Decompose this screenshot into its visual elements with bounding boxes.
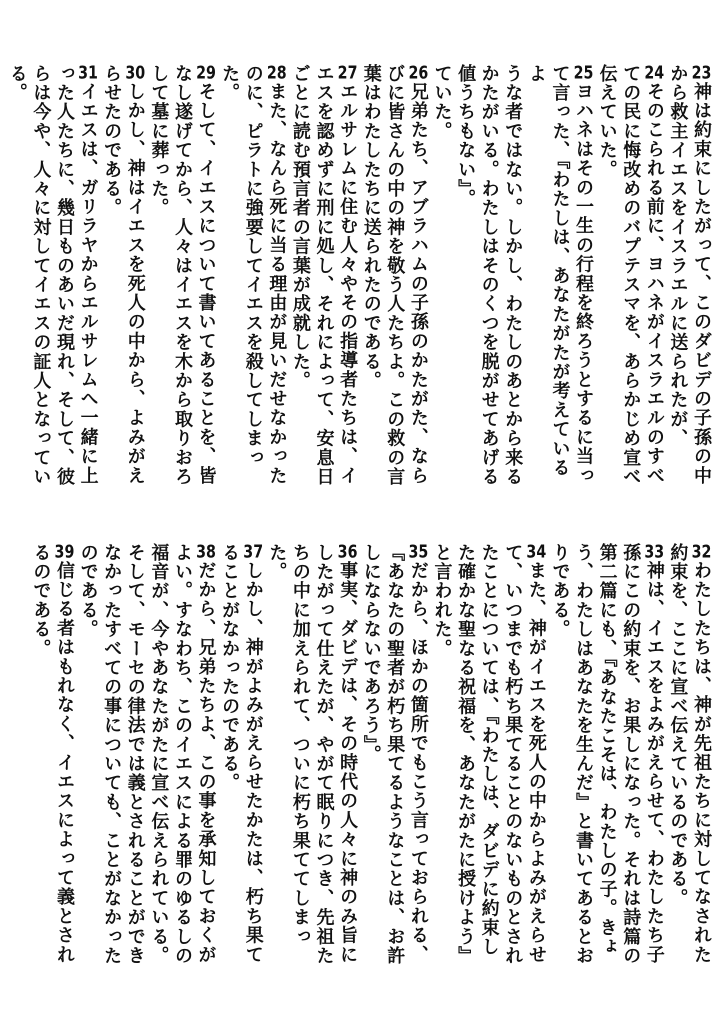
text-column	[689, 64, 713, 494]
verse-text: だから、兄弟たちよ、この事を承知しておくが	[195, 561, 217, 965]
text-column: らせたのである。	[101, 64, 123, 218]
verse-text: イエスは、ガリラヤからエルサレムへ一緒に上	[77, 82, 99, 486]
text-column: 伝えていた。	[596, 64, 618, 180]
verse-number: 28	[266, 64, 287, 82]
text-column: なし遂げてから、人々はイエスを木から取りおろ	[171, 64, 193, 487]
verse-text: だから、ほかの箇所でもこう言っておられる、	[407, 561, 429, 965]
text-column: 約束を、ここに宣べ伝えているのである。	[667, 543, 689, 908]
text-column: うな者ではない。しかし、わたしのあとから来る	[502, 64, 524, 487]
text-column	[406, 543, 430, 973]
verse-number: 33	[644, 543, 665, 561]
verse-number: 39	[54, 543, 75, 561]
text-column: から救主イエスをイスラエルに送られたが、	[667, 64, 689, 448]
verse-number: 30	[125, 64, 146, 82]
text-column: びに皆さんの中の神を敬う人たちよ。この救の言	[384, 64, 406, 487]
text-column: よい。すなわち、このイエスによる罪のゆるしの	[171, 543, 193, 966]
text-column: らは今や、人々に対してイエスの証人となってい	[30, 64, 52, 487]
text-column: 値うちもない』。	[455, 64, 477, 209]
verse-number: 38	[196, 543, 216, 561]
verse-number: 37	[243, 543, 264, 561]
text-column: るのである。	[30, 543, 52, 659]
text-column: りである。	[549, 543, 571, 639]
text-column: ごとに読む預言者の言葉が成就した。	[289, 64, 311, 391]
text-column	[123, 64, 147, 494]
text-column	[571, 64, 595, 494]
verse-text: また、神がイエスを死人の中からよみがえらせ	[525, 561, 547, 965]
text-column: 孫にこの約束を、お果しになった。それは詩篇の	[620, 543, 642, 966]
text-column: かたがいる。わたしはそのくつを脱がせてあげる	[478, 64, 500, 487]
verse-text: 神は約束にしたがって、このダビデの子孫の中	[691, 82, 712, 486]
text-column	[336, 543, 360, 973]
verse-text: 兄弟たち、アブラハムの子孫のかたがた、なら	[407, 82, 429, 486]
text-block-top	[6, 64, 713, 494]
text-column: エスを認めずに刑に処し、それによって、安息日	[313, 64, 335, 487]
text-column	[406, 64, 430, 494]
text-column: た。	[219, 64, 241, 103]
text-column: なかったすべての事についても、ことがなかった	[101, 543, 123, 966]
text-column: と言われた。	[431, 543, 453, 659]
text-column: 第二篇にも、『あなたこそは、わたしの子。きょ	[596, 543, 618, 957]
text-column: た。	[266, 543, 288, 582]
text-column: のに、ピラトに強要してイエスを殺してしまっ	[242, 64, 264, 468]
text-column	[241, 543, 265, 973]
verse-number: 24	[644, 64, 665, 82]
verse-number: 34	[526, 543, 547, 561]
verse-text: ヨハネはその一生の行程を終ろうとするに当っ	[573, 82, 595, 486]
verse-text: エルサレムに住む人々やその指導者たちは、イ	[337, 82, 359, 486]
verse-number: 25	[573, 64, 594, 82]
text-column: たことについては、『わたしは、ダビデに約束し	[478, 543, 500, 957]
text-column: そして、モーセの律法では義とされることができ	[124, 543, 146, 966]
text-column: ちの中に加えられて、ついに朽ち果ててしまっ	[289, 543, 311, 947]
text-column: 福音が、今やあなたがたに宣べ伝えられている。	[148, 543, 170, 966]
verse-number: 29	[196, 64, 216, 82]
text-column	[642, 64, 666, 494]
text-column: して墓に葬った。	[148, 64, 170, 218]
text-column: た確かな聖なる祝福を、あなたがたに授けよう』	[455, 543, 477, 966]
text-column	[689, 543, 713, 973]
text-column	[524, 543, 548, 973]
text-column: のである。	[77, 543, 99, 639]
text-column: ての民に悔改めのバプテスマを、あらかじめ宣べ	[620, 64, 642, 487]
text-block-bottom	[30, 543, 713, 973]
text-column: しにならないであろう』。	[360, 543, 382, 765]
text-column	[336, 64, 360, 494]
verse-number: 31	[78, 64, 98, 82]
verse-number: 32	[691, 543, 712, 561]
text-column	[194, 64, 218, 494]
text-column	[52, 543, 76, 973]
verse-text: しかし、神はイエスを死人の中から、よみがえ	[124, 82, 146, 486]
text-column: る。	[6, 64, 28, 103]
text-column: て、いつまでも朽ち果てることのないものとされ	[502, 543, 524, 966]
text-column: ていた。	[431, 64, 453, 141]
verse-text: そして、イエスについて書いてあることを、皆	[195, 82, 217, 486]
text-column: ることがなかったのである。	[219, 543, 241, 793]
text-column	[194, 543, 218, 973]
verse-text: わたしたちは、神が先祖たちに対してなされた	[691, 561, 712, 965]
verse-text: 事実、ダビデは、その時代の人々に神のみ旨に	[337, 561, 359, 965]
verse-text: そのこられる前に、ヨハネがイスラエルのすべ	[643, 82, 665, 486]
verse-number: 27	[337, 64, 358, 82]
text-column	[642, 543, 666, 973]
text-column: て言った、『わたしは、あなたがたが考えているよ	[525, 64, 571, 478]
text-column: う、わたしはあなたを生んだ』と書いてあるとお	[573, 543, 595, 966]
text-column	[76, 64, 100, 494]
verse-text: また、なんら死に当る理由が見いだせなかった	[266, 82, 288, 486]
verse-text: しかし、神がよみがえらせたかたは、朽ち果て	[242, 561, 264, 965]
text-column	[265, 64, 289, 494]
verse-text: 神は、イエスをよみがえらせて、わたしたち子	[643, 561, 665, 965]
verse-number: 36	[337, 543, 358, 561]
text-column: った人たちに、幾日ものあいだ現れ、そして、彼	[53, 64, 75, 487]
text-column: 『あなたの聖者が朽ち果てるようなことは、お許	[384, 543, 406, 966]
text-column: 葉はわたしたちに送られたのである。	[360, 64, 382, 391]
verse-number: 35	[408, 543, 429, 561]
text-column: したがって仕えたが、やがて眠りにつき、先祖た	[313, 543, 335, 966]
verse-number: 23	[691, 64, 712, 82]
verse-number: 26	[408, 64, 429, 82]
verse-text: 信じる者はもれなく、イエスによって義とされ	[53, 561, 75, 965]
